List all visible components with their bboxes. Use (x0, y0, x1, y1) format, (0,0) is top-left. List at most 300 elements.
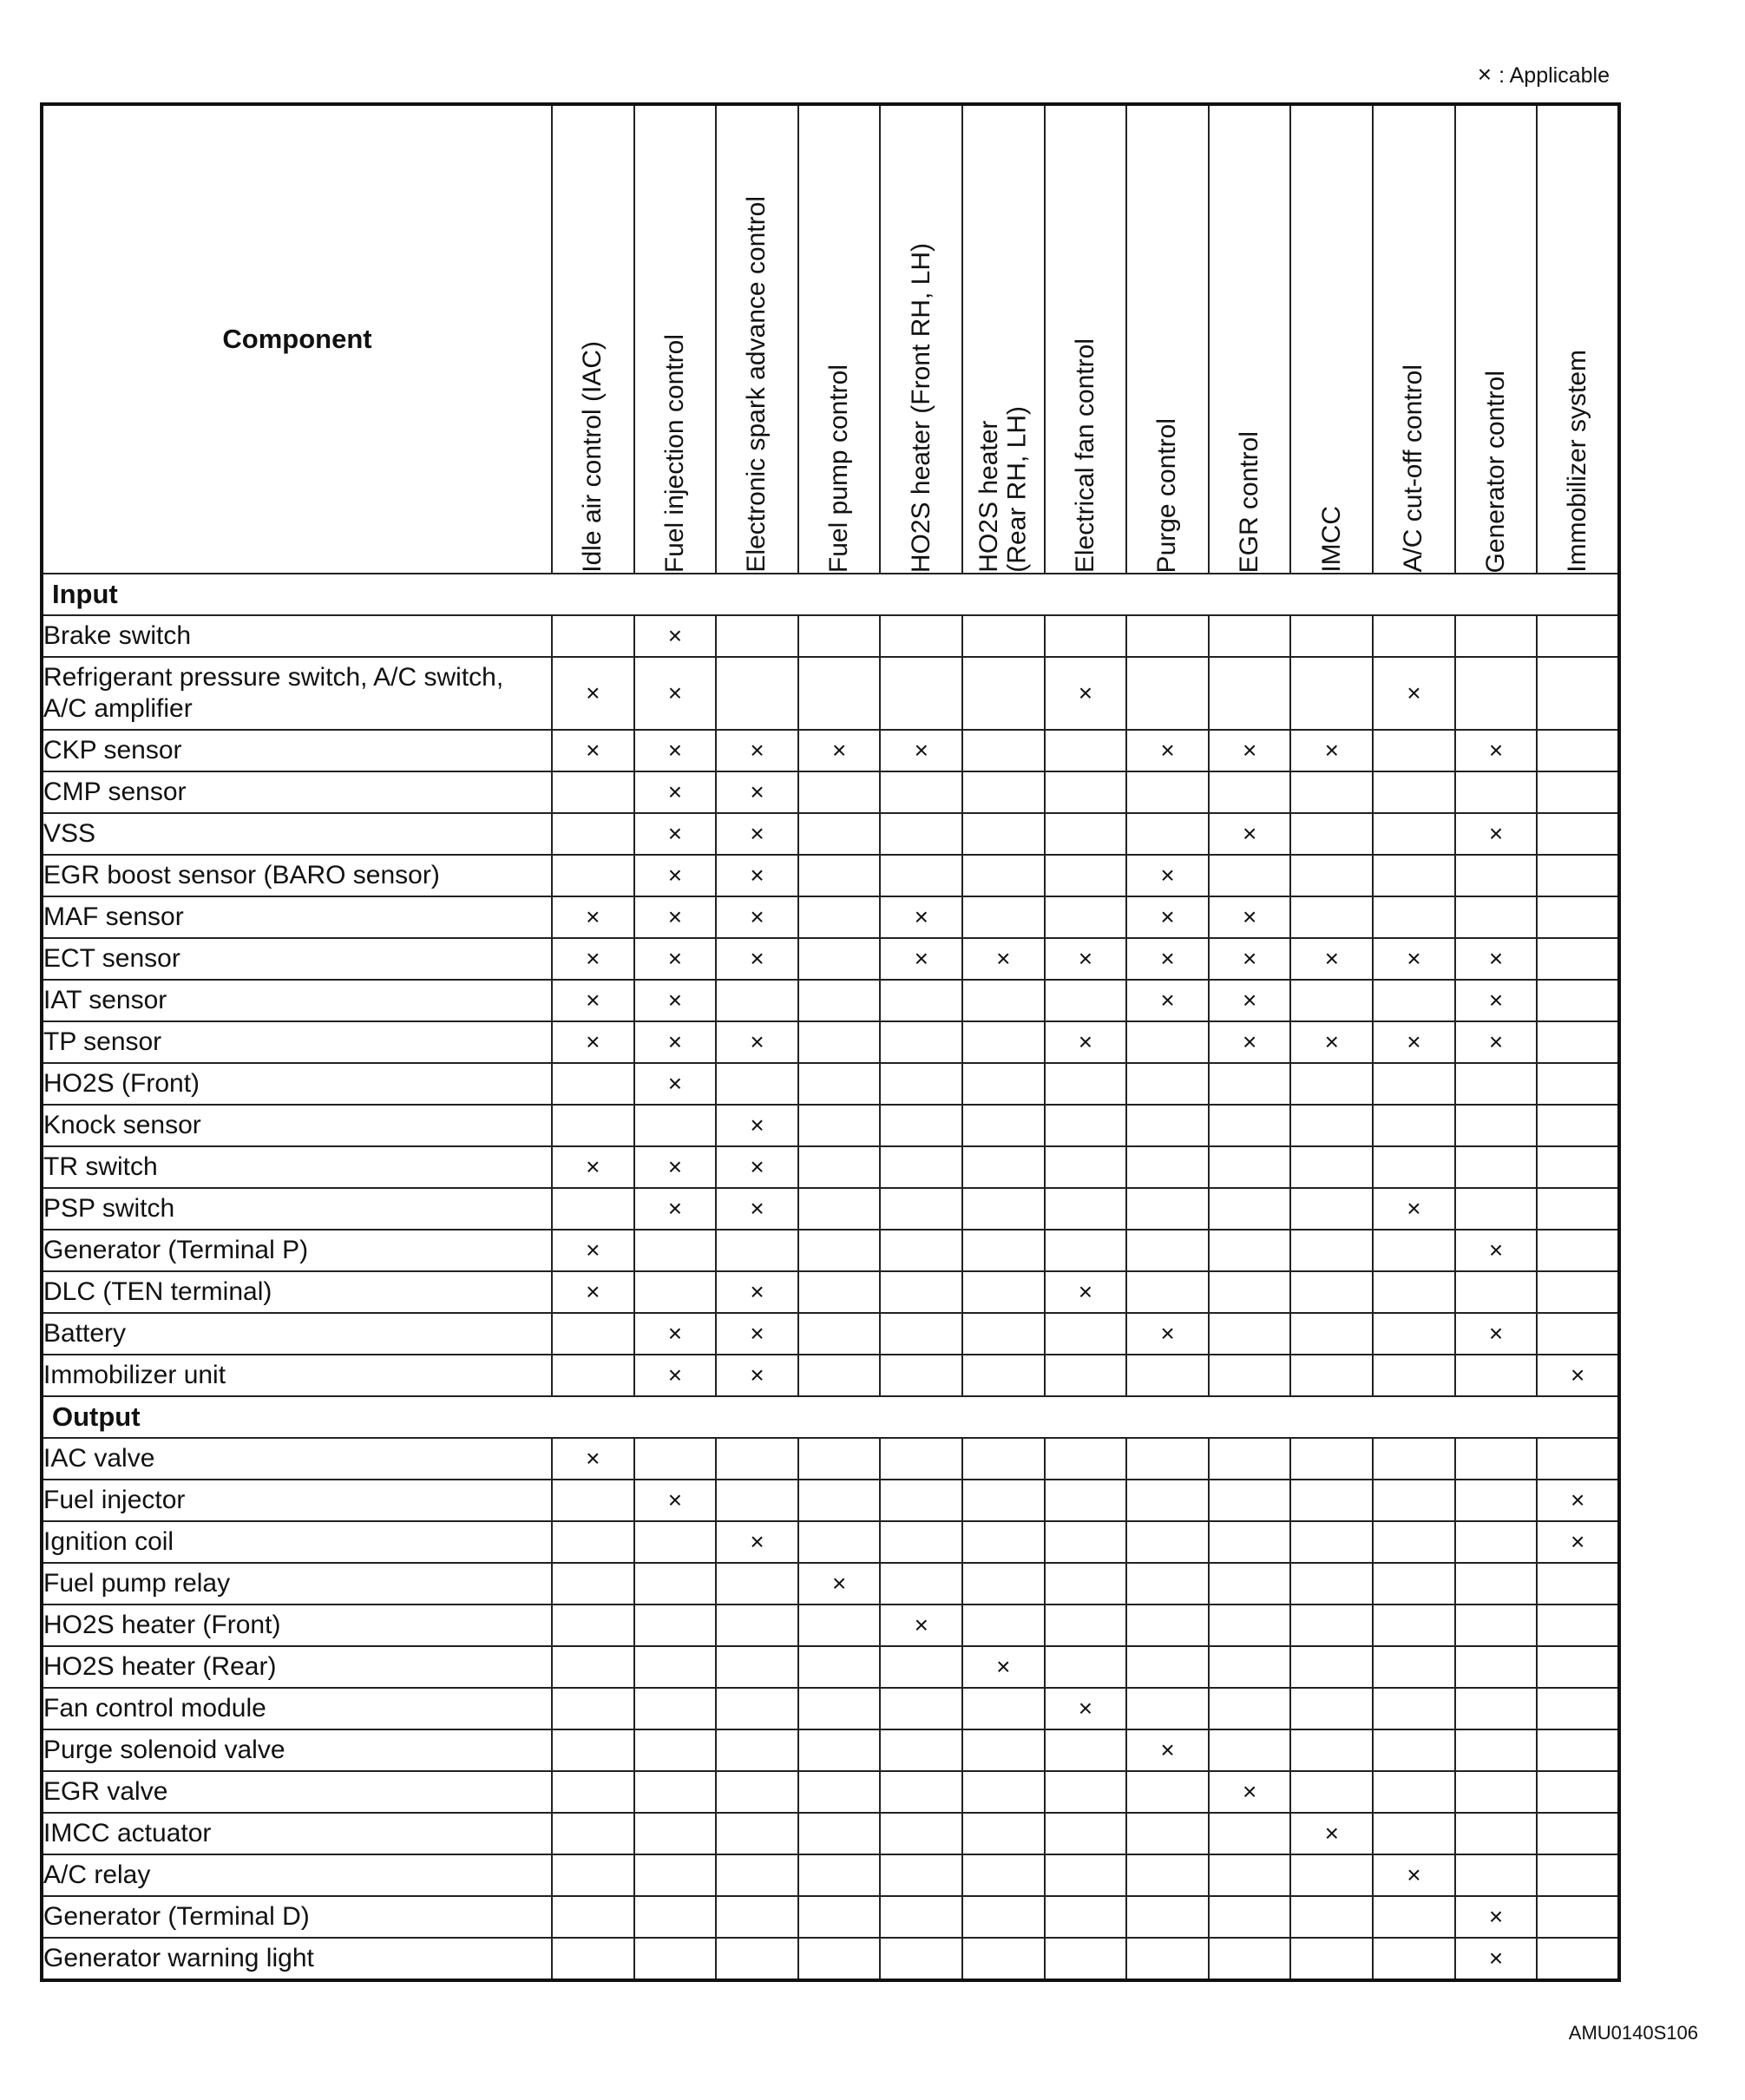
empty-cell (1537, 1771, 1619, 1813)
applicable-mark: × (634, 1021, 717, 1063)
empty-cell (1373, 980, 1455, 1021)
applicable-mark: × (1045, 1688, 1127, 1729)
table-row (42, 896, 1619, 938)
applicable-mark: × (716, 855, 798, 896)
applicable-mark: × (716, 1271, 798, 1313)
function-column-header (798, 104, 881, 574)
empty-cell (1373, 1771, 1455, 1813)
empty-cell (1537, 730, 1619, 771)
component-name: Brake switch (42, 615, 552, 657)
empty-cell (716, 615, 798, 657)
table-row (42, 1729, 1619, 1771)
function-column-header (1126, 104, 1209, 574)
applicable-mark: × (1209, 813, 1291, 855)
empty-cell (1209, 1188, 1291, 1230)
applicable-mark: × (1290, 1021, 1373, 1063)
applicable-mark: × (634, 1355, 717, 1396)
empty-cell (880, 1188, 962, 1230)
applicable-mark: × (716, 938, 798, 980)
empty-cell (1045, 771, 1127, 813)
empty-cell (962, 657, 1045, 730)
applicable-mark: × (634, 896, 717, 938)
table-row (42, 1480, 1619, 1521)
empty-cell (1209, 855, 1291, 896)
empty-cell (880, 1854, 962, 1896)
applicable-mark: × (1209, 938, 1291, 980)
empty-cell (798, 938, 881, 980)
empty-cell (1209, 1105, 1291, 1146)
applicable-mark: × (634, 855, 717, 896)
empty-cell (1455, 1729, 1538, 1771)
applicable-mark: × (962, 1646, 1045, 1688)
empty-cell (1045, 980, 1127, 1021)
empty-cell (1209, 615, 1291, 657)
empty-cell (1045, 1355, 1127, 1396)
component-name: CMP sensor (42, 771, 552, 813)
applicable-mark: × (880, 896, 962, 938)
empty-cell (1537, 1105, 1619, 1146)
empty-cell (1537, 1063, 1619, 1105)
empty-cell (880, 1105, 962, 1146)
empty-cell (880, 1729, 962, 1771)
empty-cell (1455, 1813, 1538, 1854)
empty-cell (1455, 1105, 1538, 1146)
empty-cell (1209, 1605, 1291, 1646)
component-name: PSP switch (42, 1188, 552, 1230)
empty-cell (716, 1688, 798, 1729)
component-name: Fuel injector (42, 1480, 552, 1521)
empty-cell (634, 1230, 717, 1271)
table-row (42, 615, 1619, 657)
applicable-mark: × (1537, 1355, 1619, 1396)
function-column-header (634, 104, 717, 574)
applicable-mark: × (716, 1021, 798, 1063)
empty-cell (1537, 1271, 1619, 1313)
applicable-mark: × (1209, 980, 1291, 1021)
empty-cell (552, 1771, 634, 1813)
empty-cell (880, 1480, 962, 1521)
function-label: A/C cut-off control (1399, 364, 1428, 573)
table-row (42, 1563, 1619, 1605)
empty-cell (1209, 1480, 1291, 1521)
applicable-mark: × (716, 771, 798, 813)
applicable-mark: × (1455, 730, 1538, 771)
empty-cell (1537, 1230, 1619, 1271)
empty-cell (1537, 813, 1619, 855)
empty-cell (798, 1021, 881, 1063)
empty-cell (962, 1605, 1045, 1646)
empty-cell (798, 1230, 881, 1271)
empty-cell (1537, 771, 1619, 813)
applicable-mark: × (716, 813, 798, 855)
component-name: IAT sensor (42, 980, 552, 1021)
empty-cell (962, 1313, 1045, 1355)
empty-cell (1373, 1146, 1455, 1188)
applicable-mark: × (880, 730, 962, 771)
empty-cell (1045, 896, 1127, 938)
empty-cell (1373, 1313, 1455, 1355)
empty-cell (552, 1729, 634, 1771)
empty-cell (1290, 1938, 1373, 1980)
empty-cell (962, 1355, 1045, 1396)
empty-cell (798, 1063, 881, 1105)
empty-cell (1290, 1188, 1373, 1230)
table-row (42, 1521, 1619, 1563)
empty-cell (716, 1938, 798, 1980)
empty-cell (1455, 1355, 1538, 1396)
applicable-mark: × (1126, 938, 1209, 980)
empty-cell (1126, 1688, 1209, 1729)
table-row (42, 938, 1619, 980)
empty-cell (1373, 813, 1455, 855)
empty-cell (962, 1146, 1045, 1188)
matrix-body (42, 574, 1619, 1980)
component-name: TR switch (42, 1146, 552, 1188)
empty-cell (634, 1813, 717, 1854)
applicable-mark: × (962, 938, 1045, 980)
empty-cell (798, 1521, 881, 1563)
empty-cell (1373, 1646, 1455, 1688)
applicable-mark: × (1209, 730, 1291, 771)
empty-cell (1290, 1563, 1373, 1605)
empty-cell (798, 1938, 881, 1980)
empty-cell (1209, 657, 1291, 730)
function-column-header (1045, 104, 1127, 574)
applicable-mark: × (1209, 1021, 1291, 1063)
empty-cell (1290, 855, 1373, 896)
function-label: Immobilizer system (1562, 350, 1591, 573)
applicable-mark: × (634, 1146, 717, 1188)
empty-cell (1373, 1813, 1455, 1854)
empty-cell (962, 1480, 1045, 1521)
empty-cell (962, 1688, 1045, 1729)
empty-cell (798, 1854, 881, 1896)
empty-cell (880, 771, 962, 813)
component-name: Generator (Terminal D) (42, 1896, 552, 1938)
empty-cell (1455, 1605, 1538, 1646)
empty-cell (552, 1813, 634, 1854)
empty-cell (1209, 1646, 1291, 1688)
empty-cell (1209, 1854, 1291, 1896)
empty-cell (962, 1938, 1045, 1980)
table-row (42, 1813, 1619, 1854)
empty-cell (1045, 813, 1127, 855)
empty-cell (1126, 1063, 1209, 1105)
empty-cell (1209, 1896, 1291, 1938)
empty-cell (798, 615, 881, 657)
empty-cell (880, 1438, 962, 1480)
empty-cell (1455, 1646, 1538, 1688)
empty-cell (1126, 1813, 1209, 1854)
figure-code: AMU0140S106 (1568, 2022, 1698, 2044)
table-row (42, 1230, 1619, 1271)
empty-cell (1537, 1729, 1619, 1771)
empty-cell (1373, 1438, 1455, 1480)
empty-cell (552, 1646, 634, 1688)
empty-cell (1290, 1063, 1373, 1105)
empty-cell (1537, 1563, 1619, 1605)
function-column-header (962, 104, 1045, 574)
component-name: MAF sensor (42, 896, 552, 938)
section-header-row (42, 574, 1619, 615)
empty-cell (798, 1313, 881, 1355)
empty-cell (962, 1854, 1045, 1896)
table-row (42, 730, 1619, 771)
empty-cell (552, 1313, 634, 1355)
empty-cell (1209, 1938, 1291, 1980)
empty-cell (962, 771, 1045, 813)
table-row (42, 1063, 1619, 1105)
component-name: EGR boost sensor (BARO sensor) (42, 855, 552, 896)
empty-cell (962, 1105, 1045, 1146)
empty-cell (1126, 1605, 1209, 1646)
empty-cell (798, 1271, 881, 1313)
empty-cell (716, 1563, 798, 1605)
applicable-mark: × (634, 938, 717, 980)
empty-cell (1537, 615, 1619, 657)
function-label: Electrical fan control (1070, 338, 1099, 573)
empty-cell (1126, 1438, 1209, 1480)
empty-cell (1373, 1105, 1455, 1146)
table-row (42, 1271, 1619, 1313)
empty-cell (552, 615, 634, 657)
empty-cell (716, 1605, 798, 1646)
applicable-mark: × (552, 657, 634, 730)
empty-cell (552, 1563, 634, 1605)
empty-cell (1209, 1355, 1291, 1396)
component-name: Generator (Terminal P) (42, 1230, 552, 1271)
empty-cell (1126, 1230, 1209, 1271)
empty-cell (716, 1771, 798, 1813)
empty-cell (716, 980, 798, 1021)
applicable-mark: × (634, 657, 717, 730)
empty-cell (962, 1729, 1045, 1771)
empty-cell (1126, 1480, 1209, 1521)
empty-cell (1537, 1854, 1619, 1896)
empty-cell (1209, 1563, 1291, 1605)
header-row (42, 104, 1619, 574)
applicable-mark-icon: × (1477, 61, 1492, 88)
empty-cell (716, 1854, 798, 1896)
empty-cell (1045, 1813, 1127, 1854)
empty-cell (552, 813, 634, 855)
empty-cell (1045, 1146, 1127, 1188)
function-label: Idle air control (IAC) (578, 341, 607, 573)
empty-cell (552, 1688, 634, 1729)
empty-cell (1045, 1230, 1127, 1271)
empty-cell (1290, 615, 1373, 657)
empty-cell (1045, 1480, 1127, 1521)
empty-cell (552, 855, 634, 896)
empty-cell (1045, 1938, 1127, 1980)
empty-cell (1537, 1146, 1619, 1188)
empty-cell (798, 1605, 881, 1646)
component-function-matrix (40, 102, 1621, 1982)
empty-cell (1126, 1896, 1209, 1938)
empty-cell (552, 1188, 634, 1230)
applicable-mark: × (880, 1605, 962, 1646)
applicable-mark: × (1455, 813, 1538, 855)
component-name: A/C relay (42, 1854, 552, 1896)
applicable-mark: × (1290, 1813, 1373, 1854)
empty-cell (1537, 896, 1619, 938)
empty-cell (1455, 1480, 1538, 1521)
applicable-mark: × (716, 1355, 798, 1396)
empty-cell (880, 1771, 962, 1813)
applicable-mark: × (552, 896, 634, 938)
empty-cell (1209, 1063, 1291, 1105)
empty-cell (552, 1480, 634, 1521)
empty-cell (1373, 1938, 1455, 1980)
applicable-mark: × (1537, 1521, 1619, 1563)
applicable-mark: × (716, 1105, 798, 1146)
table-row (42, 1188, 1619, 1230)
empty-cell (962, 1438, 1045, 1480)
applicable-mark: × (798, 1563, 881, 1605)
empty-cell (1373, 730, 1455, 771)
empty-cell (1290, 1438, 1373, 1480)
empty-cell (552, 1854, 634, 1896)
table-row (42, 813, 1619, 855)
empty-cell (1455, 657, 1538, 730)
empty-cell (716, 1813, 798, 1854)
empty-cell (880, 855, 962, 896)
empty-cell (1455, 1771, 1538, 1813)
empty-cell (716, 1438, 798, 1480)
applicable-mark: × (880, 938, 962, 980)
empty-cell (552, 771, 634, 813)
empty-cell (962, 896, 1045, 938)
table-row (42, 1021, 1619, 1063)
applicable-mark: × (1455, 1313, 1538, 1355)
empty-cell (880, 1896, 962, 1938)
empty-cell (880, 1063, 962, 1105)
empty-cell (1290, 1313, 1373, 1355)
empty-cell (1290, 1605, 1373, 1646)
component-name: CKP sensor (42, 730, 552, 771)
empty-cell (716, 1729, 798, 1771)
empty-cell (880, 1938, 962, 1980)
empty-cell (1126, 1188, 1209, 1230)
empty-cell (716, 1230, 798, 1271)
empty-cell (798, 771, 881, 813)
empty-cell (1455, 1854, 1538, 1896)
applicable-mark: × (1045, 1271, 1127, 1313)
table-row (42, 855, 1619, 896)
empty-cell (1126, 1771, 1209, 1813)
empty-cell (962, 1896, 1045, 1938)
table-row (42, 771, 1619, 813)
empty-cell (1126, 1854, 1209, 1896)
applicable-mark: × (1373, 1854, 1455, 1896)
applicable-mark: × (1045, 657, 1127, 730)
applicable-mark: × (1455, 980, 1538, 1021)
empty-cell (798, 1896, 881, 1938)
empty-cell (1045, 1729, 1127, 1771)
empty-cell (1537, 1605, 1619, 1646)
empty-cell (1290, 1771, 1373, 1813)
empty-cell (552, 1063, 634, 1105)
component-name: Ignition coil (42, 1521, 552, 1563)
function-label: EGR control (1234, 430, 1263, 573)
table-row (42, 1438, 1619, 1480)
table-row (42, 1854, 1619, 1896)
empty-cell (1537, 1813, 1619, 1854)
component-name: Immobilizer unit (42, 1355, 552, 1396)
empty-cell (1455, 1521, 1538, 1563)
empty-cell (880, 1688, 962, 1729)
empty-cell (798, 1729, 881, 1771)
function-label: Fuel injection control (659, 333, 689, 573)
empty-cell (798, 1646, 881, 1688)
empty-cell (962, 855, 1045, 896)
empty-cell (1045, 1646, 1127, 1688)
applicable-mark: × (1373, 1021, 1455, 1063)
empty-cell (1290, 980, 1373, 1021)
table-row (42, 1605, 1619, 1646)
empty-cell (798, 1438, 881, 1480)
empty-cell (634, 1938, 717, 1980)
applicable-mark: × (1373, 1188, 1455, 1230)
empty-cell (1209, 771, 1291, 813)
empty-cell (962, 1188, 1045, 1230)
empty-cell (1373, 615, 1455, 657)
empty-cell (1373, 1230, 1455, 1271)
empty-cell (1290, 1896, 1373, 1938)
empty-cell (962, 615, 1045, 657)
applicable-mark: × (1126, 980, 1209, 1021)
empty-cell (1290, 1688, 1373, 1729)
empty-cell (1537, 1313, 1619, 1355)
empty-cell (1537, 1188, 1619, 1230)
empty-cell (962, 1063, 1045, 1105)
empty-cell (1126, 1146, 1209, 1188)
applicable-mark: × (1455, 1938, 1538, 1980)
applicable-mark: × (1290, 938, 1373, 980)
component-name: Knock sensor (42, 1105, 552, 1146)
applicable-mark: × (552, 1021, 634, 1063)
empty-cell (1455, 1688, 1538, 1729)
component-name: Generator warning light (42, 1938, 552, 1980)
empty-cell (880, 813, 962, 855)
applicable-mark: × (1455, 1896, 1538, 1938)
applicable-mark: × (1126, 1313, 1209, 1355)
component-name: TP sensor (42, 1021, 552, 1063)
applicable-legend (1478, 61, 1610, 89)
empty-cell (1537, 1896, 1619, 1938)
section-label: Input (42, 574, 1619, 615)
empty-cell (962, 813, 1045, 855)
applicable-mark: × (1373, 938, 1455, 980)
empty-cell (1373, 1480, 1455, 1521)
empty-cell (552, 1105, 634, 1146)
empty-cell (962, 1813, 1045, 1854)
table-row (42, 1146, 1619, 1188)
empty-cell (1373, 1521, 1455, 1563)
component-name: DLC (TEN terminal) (42, 1271, 552, 1313)
applicable-mark: × (716, 1521, 798, 1563)
empty-cell (1455, 1563, 1538, 1605)
empty-cell (880, 1271, 962, 1313)
applicable-mark: × (634, 1188, 717, 1230)
applicable-mark: × (552, 938, 634, 980)
component-name: IMCC actuator (42, 1813, 552, 1854)
empty-cell (798, 980, 881, 1021)
applicable-mark: × (552, 730, 634, 771)
empty-cell (1455, 896, 1538, 938)
empty-cell (1537, 1688, 1619, 1729)
empty-cell (1126, 1938, 1209, 1980)
